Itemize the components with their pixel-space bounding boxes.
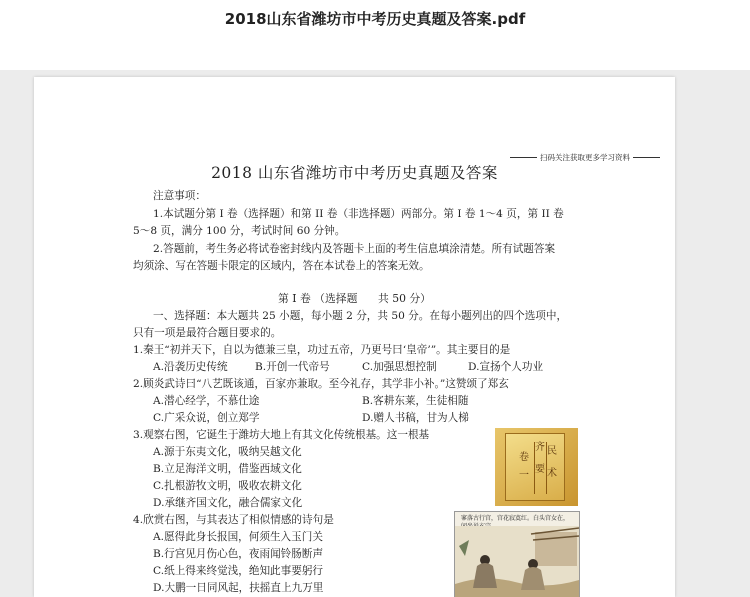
section-intro-cont: 只有一项是最符合题目要求的。 <box>133 327 282 339</box>
book-cover-glyph: 要 <box>535 464 545 475</box>
question-3-stem: 3.观察右图，它诞生于潍坊大地上有其文化传统根基。这一根基 <box>133 429 430 441</box>
question-2-stem: 2.顾炎武诗曰“八艺既该通，百家亦兼取。至今礼存，其学非小补。”这赞颂了郑玄 <box>133 378 509 390</box>
question-4-option-b: B.行宫见月伤心色，夜雨闻铃肠断声 <box>153 548 324 560</box>
notice-item-2-cont: 均须涂、写在答题卡限定的区域内，答在本试卷上的答案无效。 <box>133 260 430 272</box>
book-cover <box>505 433 565 501</box>
scan-note-left-dash <box>510 157 537 158</box>
question-2-option-d: D.赠人书稿，甘为人梯 <box>362 412 469 424</box>
section-intro: 一、选择题：本大题共 25 小题，每小题 2 分，共 50 分。在每小题列出的四个选项中， <box>153 310 568 322</box>
scan-note-right-dash <box>633 157 660 158</box>
palace-painting-figure <box>454 511 580 597</box>
viewer-toolbar <box>0 0 750 70</box>
question-3-option-a: A.源于东夷文化，吸纳吴越文化 <box>153 446 302 458</box>
notice-item-1-cont: 5～8 页，满分 100 分，考试时间 60 分钟。 <box>133 225 346 237</box>
question-2-option-a: A.潜心经学，不慕仕途 <box>153 395 260 407</box>
book-cover-glyph: 一 <box>519 470 529 481</box>
question-4-option-a: A.愿得此身长报国，何须生入玉门关 <box>153 531 323 543</box>
question-1-stem: 1.秦王“初并天下，自以为德兼三皇，功过五帝，乃更号曰‘皇帝’”。其主要目的是 <box>133 344 511 356</box>
question-4-stem: 4.欣赏右图，与其表达了相似情感的诗句是 <box>133 514 334 526</box>
pdf-page[interactable] <box>34 77 675 597</box>
question-2-option-b: B.客耕东莱，生徒相随 <box>362 395 469 407</box>
question-2-option-c: C.广采众说，创立郑学 <box>153 412 260 424</box>
question-3-option-c: C.扎根游牧文明，吸收农耕文化 <box>153 480 302 492</box>
question-1-option-b: B.开创一代帝号 <box>255 361 330 373</box>
book-cover-glyph: 齐 <box>535 442 545 453</box>
section-heading: 第 I 卷 （选择题 共 50 分） <box>278 292 431 305</box>
scan-note-text: 扫码关注获取更多学习资料 <box>540 153 630 162</box>
book-cover-figure <box>495 428 578 506</box>
book-cover-glyph: 民 <box>547 446 557 457</box>
question-1-option-a: A.沿袭历史传统 <box>153 361 228 373</box>
question-3-option-d: D.承继齐国文化，融合儒家文化 <box>153 497 303 509</box>
question-1-option-d: D.宣扬个人功业 <box>468 361 544 373</box>
painting-illustration <box>455 526 579 597</box>
book-cover-glyph: 卷 <box>519 452 529 463</box>
notice-item-1: 1.本试题分第 I 卷（选择题）和第 II 卷（非选择题）两部分。第 I 卷 1～4 页，第 II 卷 <box>153 208 564 220</box>
notice-item-2: 2.答题前，考生务必将试卷密封线内及答题卡上面的考生信息填涂清楚。所有试题答案 <box>153 243 556 255</box>
question-4-option-d: D.大鹏一日同风起，扶摇直上九万里 <box>153 582 324 594</box>
exam-title: 2018 山东省潍坊市中考历史真题及答案 <box>211 164 498 182</box>
book-cover-glyph: 术 <box>547 468 557 479</box>
question-1-option-c: C.加强思想控制 <box>362 361 437 373</box>
question-4-option-c: C.纸上得来终觉浅，绝知此事要躬行 <box>153 565 324 577</box>
question-3-option-b: B.立足海洋文明，借鉴西域文化 <box>153 463 302 475</box>
painting-poem: 寥落古行宫，宫花寂寞红。白头宫女在， <box>461 515 570 522</box>
notice-heading: 注意事项： <box>153 190 206 202</box>
document-file-name: 2018山东省潍坊市中考历史真题及答案.pdf <box>224 10 526 28</box>
